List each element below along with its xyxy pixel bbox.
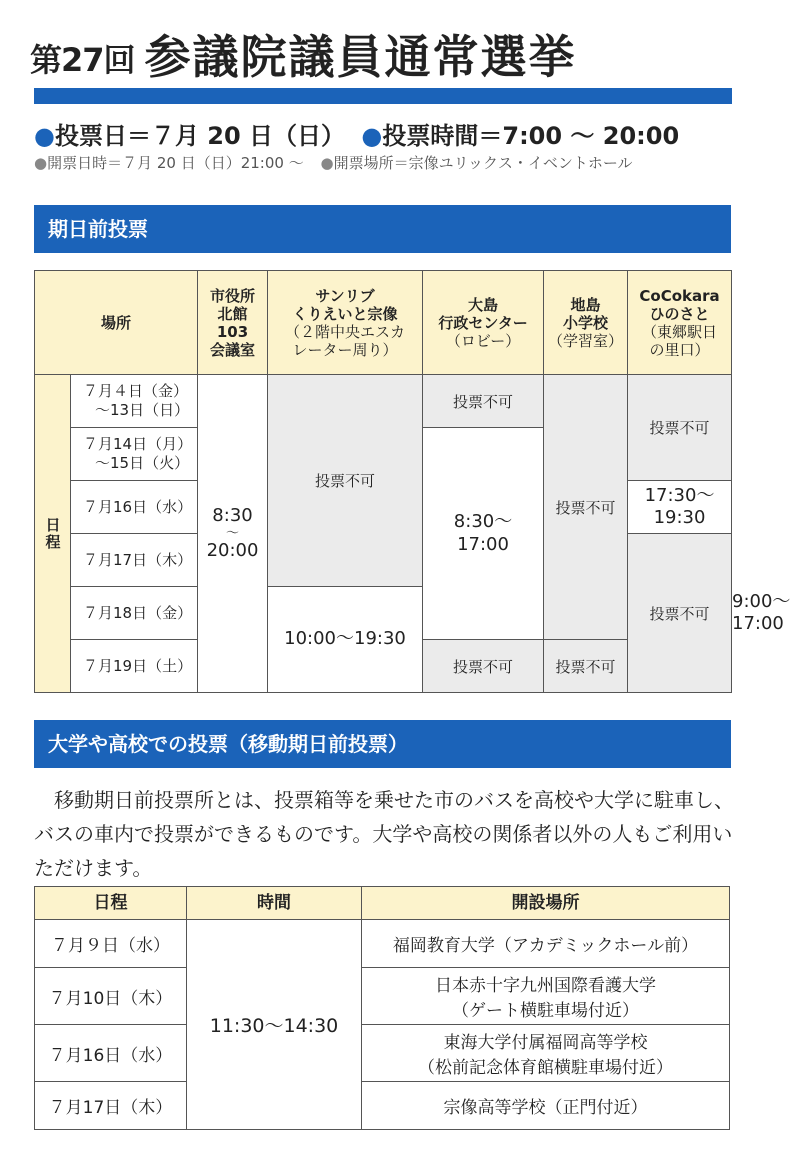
date-cell: ７月14日（月） 〜15日（火） — [71, 428, 198, 481]
cocokara-hours: 17:30〜 19:30 — [628, 481, 732, 534]
mobile-vote-description: 移動期日前投票所とは、投票箱等を乗せた市のバスを高校や大学に駐車し、バスの車内で投票ができるものです。大学や高校の関係者以外の人もご利用いただけます。 — [34, 788, 734, 880]
cocokara-unavailable-top: 投票不可 — [628, 375, 732, 481]
place-cell: 日本赤十字九州国際看護大学 （ゲート横駐車場付近） — [362, 968, 730, 1025]
column-header-city-hall: 市役所 北館 103 会議室 — [198, 271, 268, 375]
place-header: 場所 — [35, 271, 198, 375]
bullet-icon: ● — [361, 122, 383, 150]
date-cell: ７月17日（木） — [71, 534, 198, 587]
date-cell: ７月17日（木） — [35, 1082, 187, 1130]
title-number: 第27回 — [30, 41, 135, 79]
vote-day: 投票日＝７月 20 日（日） — [54, 122, 346, 150]
title-underline-bar — [34, 88, 732, 104]
schedule-header: 日程 — [35, 375, 71, 693]
column-header-cocokara: CoCokara ひのさと （東郷駅日 の里口） — [628, 271, 732, 375]
early-vote-table: 場所 市役所 北館 103 会議室 サンリブ くりえいと宗像 （２階中央エスカ レーター周り） 大島 行政センター （ロビー） 地島 小学校 （学習室） CoCokara ひのさと （東郷駅日 の里口） 日程 ７月４日（金） 〜13日（日） 8:30 〜 20:00 投票不可 投票不可 投票不可 投票不可 ７月14日（月） 〜15日（火） 8:30〜 17:00 ７月16日（水） 17:30〜 19:30 ７月17日（木） 投票不可 ７月18日（金） 10:00〜19:30 9:00〜 17:00 ７月19日（土） 投票不可 投票不可 — [34, 270, 732, 693]
cocokara-unavailable-bottom: 投票不可 — [628, 534, 732, 693]
date-cell: ７月９日（水） — [35, 920, 187, 968]
count-info-line — [34, 152, 754, 173]
column-header-sunlive: サンリブ くりえいと宗像 （２階中央エスカ レーター周り） — [268, 271, 423, 375]
sunlive-unavailable: 投票不可 — [268, 375, 423, 587]
sunlive-hours: 10:00〜19:30 — [268, 587, 423, 693]
oshima-hours: 8:30〜 17:00 — [423, 428, 544, 640]
oshima-unavailable-bottom: 投票不可 — [423, 640, 544, 693]
date-cell: ７月10日（木） — [35, 968, 187, 1025]
bullet-icon: ● — [34, 154, 48, 172]
oshima-unavailable-top: 投票不可 — [423, 375, 544, 428]
jinoshima-unavailable-bottom: 投票不可 — [544, 640, 628, 693]
bullet-icon: ● — [320, 154, 334, 172]
date-cell: ７月19日（土） — [71, 640, 198, 693]
vote-info-line — [34, 116, 754, 151]
place-cell: 東海大学付属福岡高等学校 （松前記念体育館横駐車場付近） — [362, 1025, 730, 1082]
bullet-icon: ● — [34, 122, 55, 150]
date-cell: ７月４日（金） 〜13日（日） — [71, 375, 198, 428]
vote-time: 投票時間＝7:00 〜 20:00 — [382, 122, 680, 150]
title-main: 参議院議員通常選挙 — [144, 30, 577, 84]
page-title — [30, 14, 740, 84]
date-cell: ７月16日（水） — [71, 481, 198, 534]
mobile-vote-hours: 11:30〜14:30 — [187, 920, 362, 1130]
mobile-vote-table — [34, 886, 730, 1130]
date-cell: ７月16日（水） — [35, 1025, 187, 1082]
schedule-header: 日程 — [35, 887, 187, 920]
column-header-oshima: 大島 行政センター （ロビー） — [423, 271, 544, 375]
city-hall-hours: 8:30 〜 20:00 — [198, 375, 268, 693]
place-cell: 福岡教育大学（アカデミックホール前） — [362, 920, 730, 968]
time-header: 時間 — [187, 887, 362, 920]
jinoshima-unavailable-top: 投票不可 — [544, 375, 628, 640]
count-place: 開票場所＝宗像ユリックス・イベントホール — [333, 154, 633, 172]
place-header: 開設場所 — [362, 887, 730, 920]
place-cell: 宗像高等学校（正門付近） — [362, 1082, 730, 1130]
column-header-jinoshima: 地島 小学校 （学習室） — [544, 271, 628, 375]
mobile-vote-section-title: 大学や高校での投票（移動期日前投票） — [34, 720, 731, 768]
early-vote-section-title: 期日前投票 — [34, 205, 731, 253]
date-cell: ７月18日（金） — [71, 587, 198, 640]
count-time: 開票日時＝７月 20 日（日）21:00 〜 — [47, 154, 304, 172]
